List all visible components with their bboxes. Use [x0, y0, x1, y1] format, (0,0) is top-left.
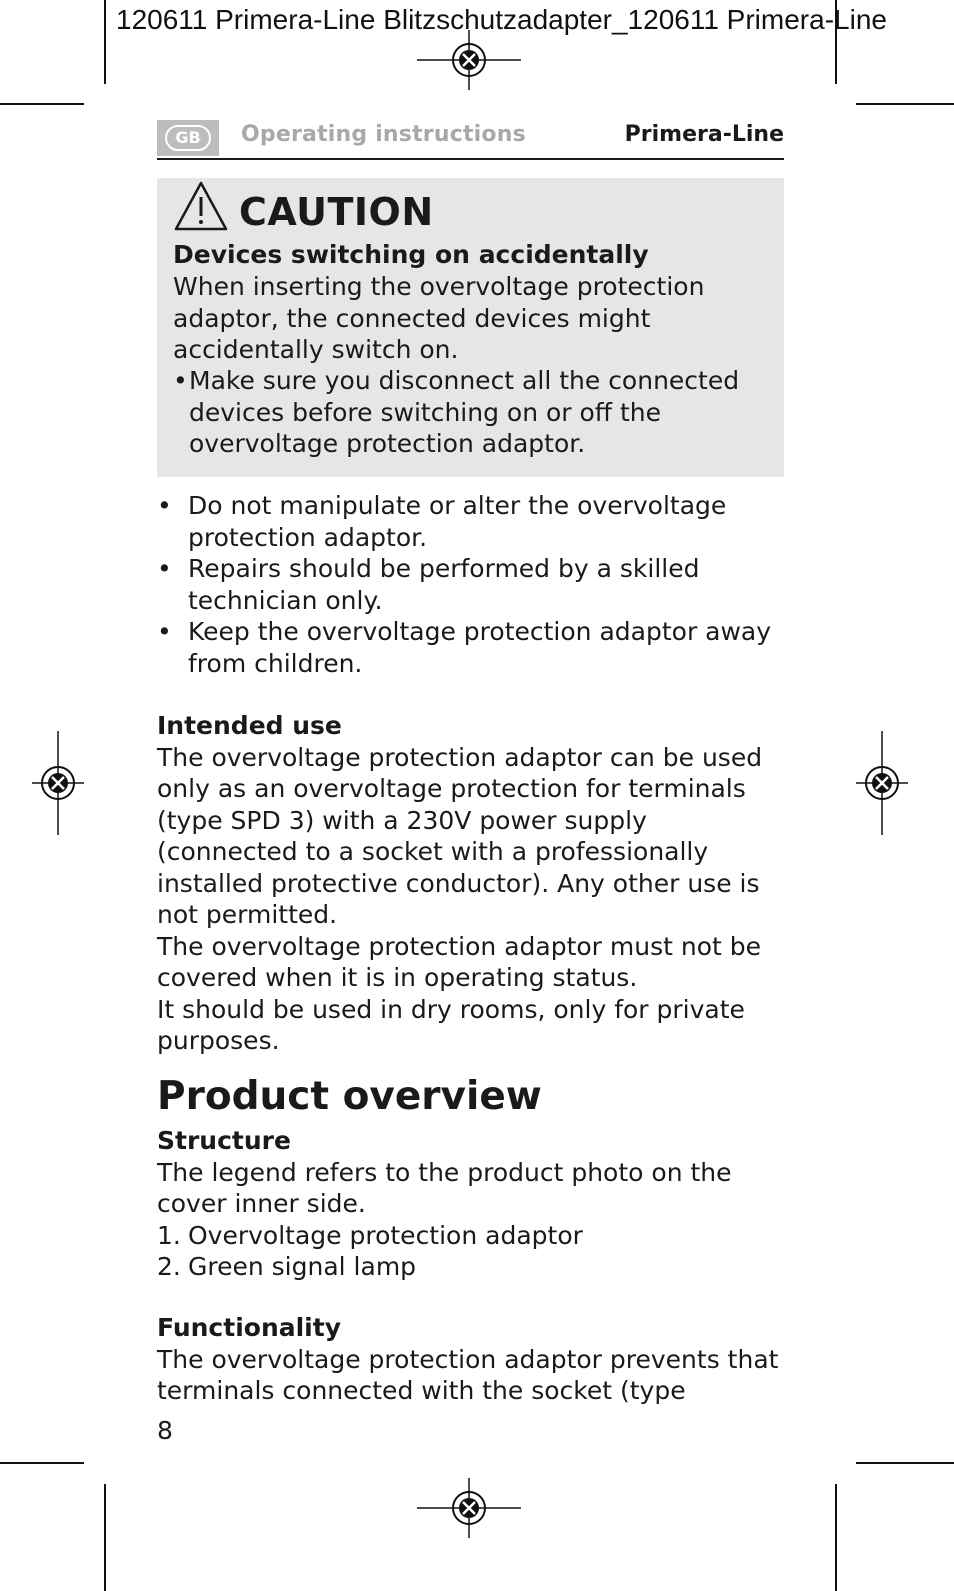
registration-mark-icon	[417, 1456, 521, 1560]
crop-mark	[0, 103, 84, 105]
list-item	[157, 616, 784, 679]
section-title: Operating instructions	[241, 122, 526, 147]
brand-name: Primera-Line	[624, 122, 784, 147]
paragraph: It should be used in dry rooms, only for private purposes.	[157, 994, 745, 1055]
crop-mark	[104, 0, 106, 84]
legend-list	[157, 1220, 784, 1283]
paragraph: The legend refers to the product photo on the cover inner side.	[157, 1157, 732, 1218]
registration-mark-icon	[830, 731, 934, 835]
bullet-dot: •	[157, 491, 172, 520]
paragraph: The overvoltage protection adaptor can be used only as an overvoltage protection for terminals (type SPD 3) with a 230V power supply (connected to a socket with a professionally installed protective conductor). Any other use is not permitted.	[157, 742, 763, 929]
bullet-dot: •	[157, 617, 172, 646]
list-item	[157, 1251, 784, 1283]
caution-bullet	[173, 365, 773, 460]
print-slug-header: 120611 Primera-Line Blitzschutzadapter_120611 Primera-Line	[116, 4, 887, 35]
safety-list	[157, 490, 784, 679]
list-item-text: Green signal lamp	[188, 1252, 417, 1281]
crop-mark	[856, 1462, 954, 1464]
caution-subtitle: Devices switching on accidentally	[173, 240, 649, 269]
caution-title: CAUTION	[239, 190, 434, 234]
list-item	[157, 553, 784, 616]
crop-mark	[0, 1462, 84, 1464]
list-item-text: Keep the overvoltage protection adaptor away from children.	[188, 617, 772, 678]
bullet-dot: •	[157, 554, 172, 583]
registration-mark-icon	[6, 731, 110, 835]
list-number: 2.	[157, 1252, 181, 1281]
structure-heading: Structure	[157, 1126, 291, 1155]
warning-triangle-icon	[173, 180, 229, 232]
bullet-dot: •	[173, 366, 188, 395]
crop-mark	[104, 1484, 106, 1591]
product-overview-heading: Product overview	[157, 1074, 542, 1119]
structure-section	[157, 1125, 784, 1283]
functionality-heading: Functionality	[157, 1313, 341, 1342]
paragraph: The overvoltage protection adaptor must not be covered when it is in operating status.	[157, 931, 762, 992]
language-badge-label: GB	[165, 125, 211, 151]
page-header	[157, 120, 784, 160]
list-item	[157, 490, 784, 553]
caution-body: When inserting the overvoltage protection adaptor, the connected devices might accidentally switch on.	[173, 272, 705, 364]
list-item-text: Overvoltage protection adaptor	[188, 1220, 583, 1250]
list-item-text: Repairs should be performed by a skilled technician only.	[188, 554, 700, 615]
intended-use-section	[157, 710, 784, 1057]
page-number: 8	[157, 1416, 173, 1445]
crop-mark	[856, 103, 954, 105]
caution-bullet-text: Make sure you disconnect all the connected devices before switching on or off the overvoltage protection adaptor.	[189, 366, 740, 458]
list-number: 1.	[157, 1220, 181, 1250]
functionality-section	[157, 1312, 784, 1407]
intended-use-heading: Intended use	[157, 711, 342, 740]
list-item	[157, 1220, 784, 1252]
language-badge	[157, 120, 219, 156]
crop-mark	[835, 1484, 837, 1591]
caution-box	[157, 178, 784, 477]
paragraph: The overvoltage protection adaptor prevents that terminals connected with the socket (type	[157, 1344, 779, 1405]
registration-mark-icon	[417, 8, 521, 112]
list-item-text: Do not manipulate or alter the overvoltage protection adaptor.	[188, 491, 727, 552]
